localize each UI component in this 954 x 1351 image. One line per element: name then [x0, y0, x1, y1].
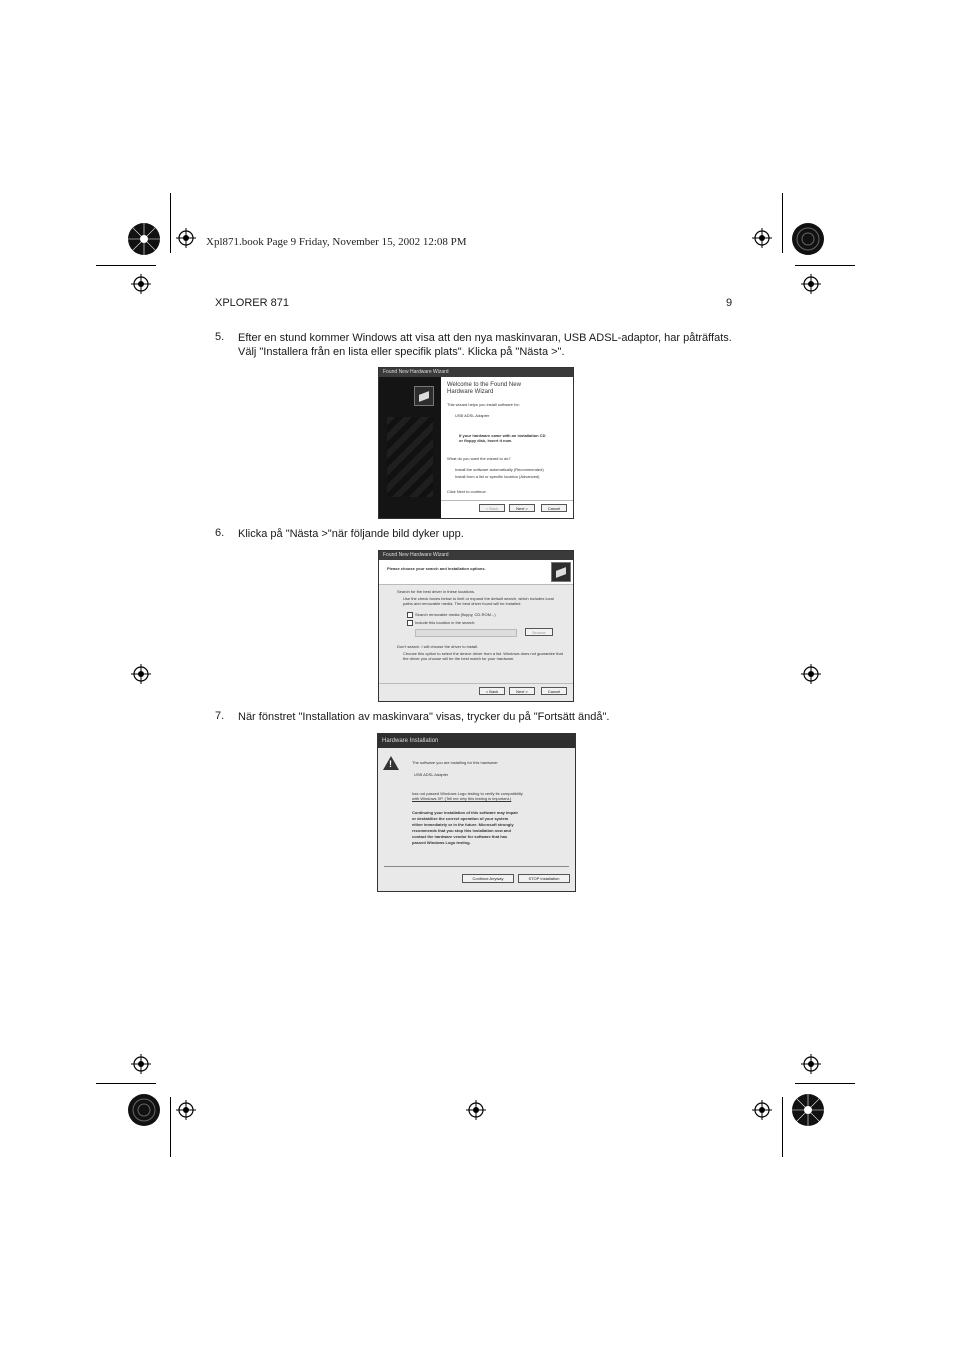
- checkbox-location[interactable]: [407, 620, 413, 626]
- rosette-mark-icon: [127, 1093, 161, 1127]
- wizard-intro: This wizard helps you install software for:: [447, 402, 520, 407]
- registration-mark-icon: [801, 274, 821, 294]
- registration-mark-icon: [176, 228, 196, 248]
- step-line: Efter en stund kommer Windows att visa att den nya maskinvaran, USB ADSL-adaptor, har påträffats.: [238, 332, 732, 344]
- device-name: USB ADSL Adapter: [414, 772, 449, 777]
- warning-icon: [383, 756, 399, 770]
- separator: [384, 866, 569, 867]
- window-titlebar: Hardware Installation: [378, 734, 575, 748]
- rosette-mark-icon: [127, 222, 161, 256]
- wizard-heading: Please choose your search and installation options.: [387, 566, 486, 571]
- page-number: 9: [726, 297, 733, 309]
- step-text: [238, 527, 748, 541]
- back-button[interactable]: < Back: [479, 687, 505, 695]
- next-button[interactable]: Next >: [509, 687, 535, 695]
- separator: [441, 500, 573, 501]
- step-line: Klicka på "Nästa >"när följande bild dyker upp.: [238, 528, 464, 540]
- registration-mark-icon: [131, 1054, 151, 1074]
- crop-mark: [96, 265, 156, 266]
- browse-button[interactable]: Browse: [525, 628, 553, 636]
- next-button[interactable]: Next >: [509, 504, 535, 512]
- registration-mark-icon: [752, 1100, 772, 1120]
- back-button[interactable]: < Back: [479, 504, 505, 512]
- stop-installation-button[interactable]: STOP Installation: [518, 874, 570, 883]
- page-header-title: XPLORER 871: [215, 297, 289, 309]
- cd-instruction: If your hardware came with an installation CD or floppy disk, insert it now.: [459, 433, 546, 443]
- wizard-hardware-icon: [551, 562, 571, 582]
- wizard-header-band: [379, 560, 573, 584]
- location-input[interactable]: [415, 629, 517, 637]
- step-text: [238, 710, 748, 724]
- registration-mark-icon: [801, 1054, 821, 1074]
- continue-hint: Click Next to continue.: [447, 489, 487, 494]
- separator: [379, 584, 573, 585]
- step-line: Välj "Installera från en lista eller specifik plats". Klicka på "Nästa >".: [238, 346, 565, 358]
- option-dont-search: Don't search. I will choose the driver to install.: [397, 644, 479, 649]
- step-number: 5.: [215, 331, 225, 343]
- warning-intro: The software you are installing for this hardware:: [412, 760, 499, 765]
- option-dont-search-desc: Choose this option to select the device driver from a list. Windows does not guarantee that the driver you choose will be the best match for your hardware.: [403, 651, 563, 661]
- crop-mark: [170, 1097, 171, 1157]
- logo-test-text: has not passed Windows Logo testing to verify its compatibility with Windows XP. (Tell me why this testing is important.): [412, 791, 523, 801]
- registration-mark-icon: [752, 228, 772, 248]
- checkbox-location-label: Include this location in the search:: [415, 620, 476, 625]
- wizard-heading: Welcome to the Found New Hardware Wizard: [447, 382, 521, 395]
- rosette-mark-icon: [791, 1093, 825, 1127]
- screenshot-found-new-hardware-welcome: [378, 367, 574, 519]
- wizard-hardware-icon: [414, 386, 434, 406]
- rosette-mark-icon: [791, 222, 825, 256]
- registration-mark-icon: [801, 664, 821, 684]
- option-search: Search for the best driver in these locations.: [397, 589, 476, 594]
- option-list-location: Install from a list or specific location (Advanced): [455, 474, 540, 479]
- crop-mark: [795, 265, 855, 266]
- separator: [379, 683, 573, 684]
- crop-mark: [782, 1097, 783, 1157]
- window-titlebar: Found New Hardware Wizard: [379, 368, 573, 377]
- book-info-line: Xpl871.book Page 9 Friday, November 15, 2002 12:08 PM: [206, 236, 467, 248]
- registration-mark-icon: [131, 664, 151, 684]
- option-automatic: Install the software automatically (Recommended): [455, 467, 544, 472]
- screenshot-search-options: [378, 550, 574, 702]
- crop-mark: [795, 1083, 855, 1084]
- registration-mark-icon: [131, 274, 151, 294]
- screenshot-hardware-installation: [377, 733, 576, 892]
- crop-mark: [170, 193, 171, 253]
- step-line: När fönstret "Installation av maskinvara" visas, trycker du på "Fortsätt ändå".: [238, 711, 610, 723]
- checkbox-removable-label: Search removable media (floppy, CD-ROM...): [415, 612, 496, 617]
- crop-mark: [782, 193, 783, 253]
- registration-mark-icon: [466, 1100, 486, 1120]
- wizard-question: What do you want the wizard to do?: [447, 456, 511, 461]
- continue-anyway-button[interactable]: Continue Anyway: [462, 874, 514, 883]
- crop-mark: [96, 1083, 156, 1084]
- cancel-button[interactable]: Cancel: [541, 687, 567, 695]
- warning-body: Continuing your installation of this software may impair or destabilize the correct operation of your system either immediately or in the future. Microsoft strongly recommends that you stop this installation now and contact the hardware vendor for software that has passed Windows Logo testing.: [412, 810, 519, 845]
- cancel-button[interactable]: Cancel: [541, 504, 567, 512]
- checkbox-removable[interactable]: [407, 612, 413, 618]
- option-search-desc: Use the check boxes below to limit or expand the default search, which includes local paths and removable media. The best driver found will be installed.: [403, 596, 554, 606]
- step-number: 6.: [215, 527, 225, 539]
- window-titlebar: Found New Hardware Wizard: [379, 551, 573, 560]
- step-number: 7.: [215, 710, 225, 722]
- device-name: USB ADSL Adapter: [455, 413, 490, 418]
- step-text: [238, 331, 748, 359]
- registration-mark-icon: [176, 1100, 196, 1120]
